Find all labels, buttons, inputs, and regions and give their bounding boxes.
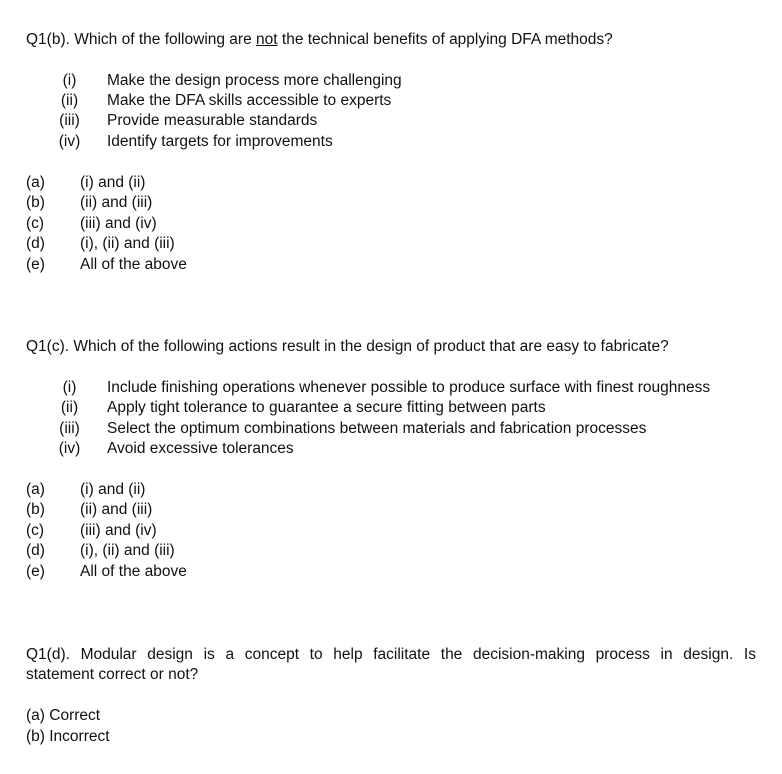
q1b-option-letter: (c) bbox=[26, 215, 45, 232]
q1b-option-text: All of the above bbox=[80, 256, 187, 273]
q1c-option-letter: (a) bbox=[26, 481, 45, 498]
q1c-option-letter: (e) bbox=[26, 563, 45, 580]
q1c-option-letter: (d) bbox=[26, 542, 45, 559]
q1b-option-letter: (e) bbox=[26, 256, 45, 273]
q1c-statement-num: (iii) bbox=[59, 420, 80, 437]
q1b-option-letter: (a) bbox=[26, 174, 45, 191]
q1c-option-text: (i) and (ii) bbox=[80, 481, 146, 498]
q1c-option-text: (iii) and (iv) bbox=[80, 522, 157, 539]
q1b-option-text: (ii) and (iii) bbox=[80, 194, 153, 211]
q1c-option-text: All of the above bbox=[80, 563, 187, 580]
q1c-question: Q1(c). Which of the following actions result in the design of product that are easy to fabricate? bbox=[26, 338, 669, 355]
q1b-option-text: (iii) and (iv) bbox=[80, 215, 157, 232]
q1b-statement-num: (iii) bbox=[59, 112, 80, 129]
q1b-option-letter: (d) bbox=[26, 235, 45, 252]
q1c-statement-text: Include finishing operations whenever possible to produce surface with finest roughness bbox=[107, 379, 711, 396]
q1c-statement-num: (iv) bbox=[58, 440, 81, 457]
q1c-statement-text: Select the optimum combinations between materials and fabrication processes bbox=[107, 420, 647, 437]
q1d-option: (b) Incorrect bbox=[26, 728, 110, 745]
q1b-option-text: (i) and (ii) bbox=[80, 174, 146, 191]
q1b-statement-num: (iv) bbox=[58, 133, 81, 150]
q1c-statement-text: Apply tight tolerance to guarantee a secure fitting between parts bbox=[107, 399, 546, 416]
q1b-question-underlined: not bbox=[256, 31, 278, 48]
q1d-question-line2: statement correct or not? bbox=[26, 666, 199, 683]
q1d-question-line1: Q1(d). Modular design is a concept to help facilitate the decision-making process in design. Is bbox=[26, 646, 756, 663]
q1c-option-letter: (c) bbox=[26, 522, 45, 539]
q1b-statement-num: (i) bbox=[62, 72, 77, 89]
q1b-statement-num: (ii) bbox=[60, 92, 79, 109]
q1c-statement-num: (i) bbox=[62, 379, 77, 396]
q1b-option-letter: (b) bbox=[26, 194, 45, 211]
q1c-statement-num: (ii) bbox=[60, 399, 79, 416]
q1b-option-text: (i), (ii) and (iii) bbox=[80, 235, 175, 252]
q1b-statement-text: Make the DFA skills accessible to experts bbox=[107, 92, 392, 109]
q1b-question bbox=[26, 30, 613, 50]
q1b-question-text-before: Q1(b). Which of the following are bbox=[26, 31, 257, 48]
q1b-statement-text: Make the design process more challenging bbox=[107, 72, 402, 89]
q1b-statement-text: Provide measurable standards bbox=[107, 112, 318, 129]
q1c-statement-text: Avoid excessive tolerances bbox=[107, 440, 294, 457]
q1b-statement-text: Identify targets for improvements bbox=[107, 133, 333, 150]
q1c-option-letter: (b) bbox=[26, 501, 45, 518]
q1b-question-text-after: the technical benefits of applying DFA methods? bbox=[277, 31, 613, 48]
q1d-option: (a) Correct bbox=[26, 707, 101, 724]
q1c-option-text: (ii) and (iii) bbox=[80, 501, 153, 518]
q1c-option-text: (i), (ii) and (iii) bbox=[80, 542, 175, 559]
